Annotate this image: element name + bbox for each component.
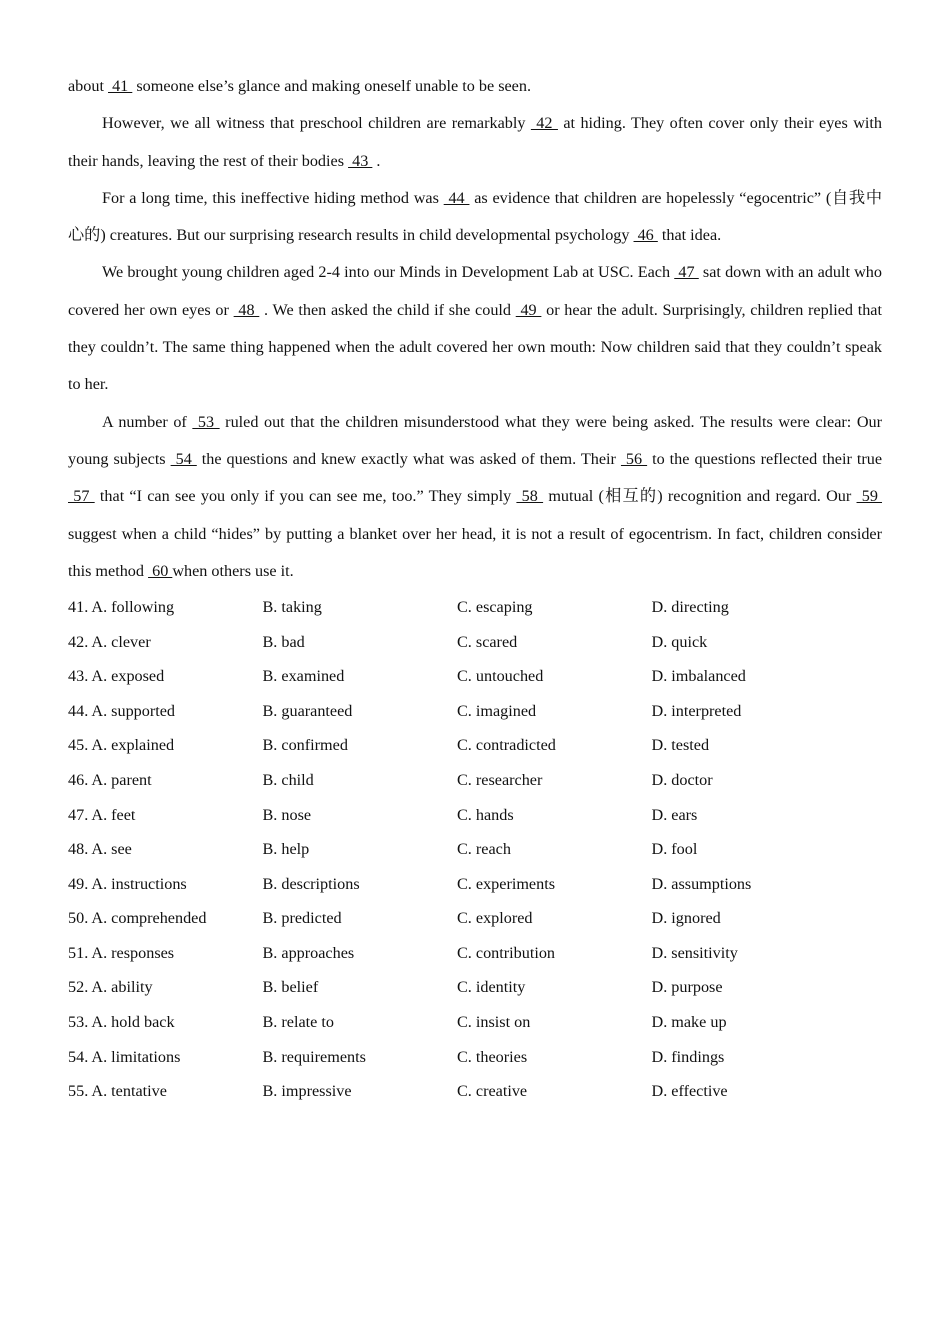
question-option-a: 47. A. feet: [68, 805, 136, 824]
answer-blank: 49: [515, 300, 542, 319]
passage-text: as evidence that children are hopelessly “egocentric” (自我中心的) creatures. But our surprising research results in child developmental psychology: [68, 188, 883, 245]
question-option-d: D. ears: [651, 805, 698, 824]
question-option-a: 55. A. tentative: [68, 1082, 167, 1101]
passage-text: someone else’s glance and making oneself unable to be seen.: [132, 77, 532, 95]
question-option-c: C. insist on: [457, 1013, 531, 1032]
question-option-d: D. doctor: [651, 770, 713, 789]
question-option-c: C. untouched: [457, 667, 544, 686]
answer-blank: 47: [674, 263, 699, 282]
question-option-b: B. examined: [262, 667, 345, 686]
passage-paragraph: [68, 180, 882, 255]
passage-paragraph: [68, 105, 882, 180]
passage-text: that “I can see you only if you can see me, too.” They simply: [94, 487, 517, 506]
passage-paragraph: [68, 404, 882, 590]
question-option-a: 53. A. hold back: [68, 1013, 175, 1032]
question-row: [68, 625, 882, 660]
question-option-a: 46. A. parent: [68, 770, 152, 789]
question-option-d: D. ignored: [651, 909, 721, 928]
question-row: [68, 867, 882, 902]
passage-text: or hear the adult. Surprisingly, children replied that they couldn’t. The same thing happened when the adult covered her own mouth: Now children said that they couldn’t speak to her.: [68, 300, 882, 394]
question-row: [68, 729, 882, 764]
question-option-d: D. findings: [651, 1047, 725, 1066]
question-option-a: 54. A. limitations: [68, 1047, 181, 1066]
passage-paragraph: [68, 68, 882, 105]
answer-options: [68, 590, 882, 1109]
passage-text: . We then asked the child if she could: [259, 300, 516, 319]
answer-blank: 60: [148, 561, 173, 580]
question-option-b: B. impressive: [262, 1082, 352, 1101]
question-option-b: B. bad: [262, 632, 305, 651]
question-option-b: B. nose: [262, 805, 312, 824]
question-option-a: 50. A. comprehended: [68, 909, 207, 928]
question-option-b: B. belief: [262, 978, 319, 997]
question-option-c: C. theories: [457, 1047, 528, 1066]
passage-text: A number of: [102, 412, 193, 431]
question-option-b: B. predicted: [262, 909, 342, 928]
question-option-c: C. identity: [457, 978, 526, 997]
passage-text: We brought young children aged 2-4 into our Minds in Development Lab at USC. Each: [102, 263, 675, 282]
question-option-b: B. confirmed: [262, 736, 348, 755]
passage-text: suggest when a child “hides” by putting a blanket over her head, it is not a result of egocentrism. In fact, children consider this method: [68, 524, 882, 580]
passage-text: For a long time, this ineffective hiding method was: [102, 188, 444, 207]
passage-text: when others use it.: [172, 561, 294, 580]
question-row: [68, 694, 882, 729]
question-option-a: 41. A. following: [68, 597, 175, 616]
question-option-b: B. requirements: [262, 1047, 366, 1066]
question-option-b: B. taking: [262, 597, 322, 616]
question-option-b: B. descriptions: [262, 874, 360, 893]
question-row: [68, 1040, 882, 1075]
passage-text: that idea.: [657, 226, 722, 245]
question-option-c: C. explored: [457, 909, 533, 928]
passage-text: mutual (相互的) recognition and regard. Our: [543, 487, 857, 506]
answer-blank: 48: [233, 300, 260, 319]
question-row: [68, 1005, 882, 1040]
answer-blank: 59: [856, 487, 883, 506]
passage-text: to the questions reflected their true: [647, 449, 883, 468]
question-option-d: D. quick: [651, 632, 708, 651]
question-row: [68, 971, 882, 1006]
question-option-c: C. contribution: [457, 943, 556, 962]
question-option-c: C. imagined: [457, 701, 537, 720]
question-option-b: B. approaches: [262, 943, 355, 962]
passage-paragraph: [68, 254, 882, 403]
question-option-c: C. hands: [457, 805, 514, 824]
question-option-c: C. researcher: [457, 770, 543, 789]
question-option-a: 48. A. see: [68, 840, 132, 859]
passage-text: at hiding. They often cover only their eyes with their hands, leaving the rest of their bodies: [68, 114, 882, 170]
passage-text: about: [68, 77, 109, 95]
answer-blank: 53: [192, 412, 220, 431]
answer-blank: 58: [516, 487, 544, 506]
answer-blank: 46: [633, 226, 658, 245]
question-option-d: D. tested: [651, 736, 710, 755]
question-row: [68, 936, 882, 971]
question-option-c: C. escaping: [457, 597, 533, 616]
question-option-c: C. contradicted: [457, 736, 556, 755]
question-option-d: D. directing: [651, 597, 729, 616]
question-row: [68, 798, 882, 833]
question-option-d: D. assumptions: [651, 874, 752, 893]
question-option-b: B. help: [262, 840, 310, 859]
question-option-d: D. make up: [651, 1013, 727, 1032]
question-option-b: B. relate to: [262, 1013, 334, 1032]
question-option-d: D. purpose: [651, 978, 723, 997]
question-option-a: 52. A. ability: [68, 978, 153, 997]
question-option-d: D. effective: [651, 1082, 728, 1101]
question-row: [68, 590, 882, 625]
question-option-c: C. creative: [457, 1082, 528, 1101]
question-option-d: D. interpreted: [651, 701, 742, 720]
question-option-a: 45. A. explained: [68, 736, 175, 755]
document-page: [68, 68, 882, 1109]
passage-text: sat down with an adult who covered her own eyes or: [68, 263, 882, 319]
passage-text: the questions and knew exactly what was asked of them. Their: [196, 449, 621, 468]
passage-text: .: [372, 151, 381, 170]
question-option-a: 43. A. exposed: [68, 667, 165, 686]
question-option-c: C. scared: [457, 632, 518, 651]
question-row: [68, 763, 882, 798]
passage-text: However, we all witness that preschool children are remarkably: [102, 114, 531, 133]
passage-text: ruled out that the children misunderstood what they were being asked. The results were clear: Our young subjects: [68, 412, 883, 468]
cloze-passage: [68, 68, 882, 590]
question-option-d: D. sensitivity: [651, 943, 738, 962]
question-option-d: D. imbalanced: [651, 667, 746, 686]
question-row: [68, 902, 882, 937]
answer-blank: 42: [530, 114, 558, 133]
question-option-a: 49. A. instructions: [68, 874, 187, 893]
answer-blank: 44: [443, 188, 470, 207]
question-option-b: B. child: [262, 770, 314, 789]
question-option-a: 44. A. supported: [68, 701, 176, 720]
question-option-a: 42. A. clever: [68, 632, 151, 651]
question-option-c: C. experiments: [457, 874, 556, 893]
question-option-a: 51. A. responses: [68, 943, 175, 962]
question-option-d: D. fool: [651, 840, 698, 859]
question-row: [68, 832, 882, 867]
answer-blank: 54: [170, 449, 197, 468]
answer-blank: 43: [348, 151, 373, 170]
question-option-c: C. reach: [457, 840, 511, 859]
question-row: [68, 1074, 882, 1109]
question-option-b: B. guaranteed: [262, 701, 353, 720]
answer-blank: 56: [620, 449, 648, 468]
answer-blank: 41: [108, 77, 133, 95]
question-row: [68, 659, 882, 694]
answer-blank: 57: [68, 487, 95, 506]
